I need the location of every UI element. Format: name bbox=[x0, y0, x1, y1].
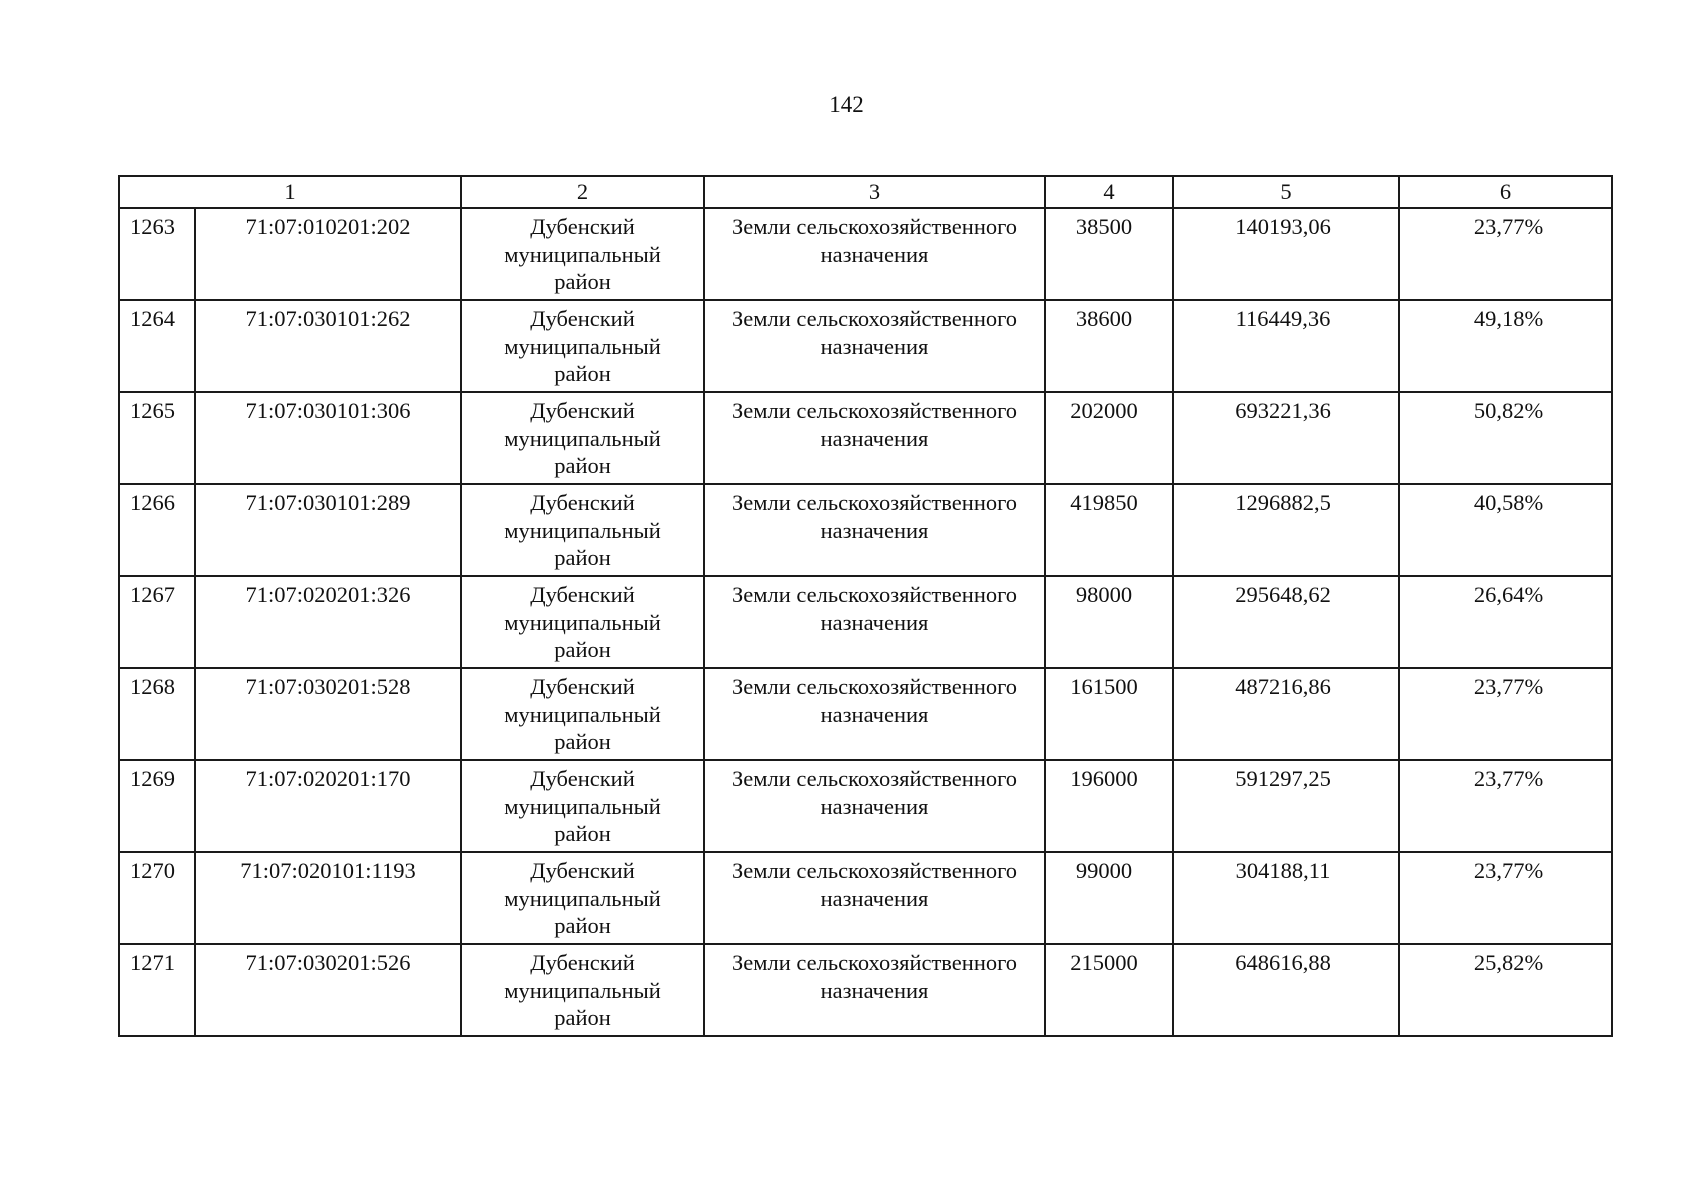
district-line: Дубенский bbox=[530, 858, 635, 883]
percent-cell bbox=[1399, 760, 1612, 852]
district-line: район bbox=[554, 913, 611, 938]
table-header bbox=[119, 176, 1612, 208]
cadastral-value-cell bbox=[1173, 300, 1399, 392]
cadastral-value: 140193,06 bbox=[1235, 214, 1331, 239]
land-category-line: назначения bbox=[820, 517, 929, 543]
table-row bbox=[119, 576, 1612, 668]
row-number: 1266 bbox=[130, 490, 175, 515]
area-cell bbox=[1045, 944, 1173, 1036]
area-value: 419850 bbox=[1070, 490, 1138, 515]
cadastral-number: 71:07:020201:326 bbox=[245, 582, 411, 607]
row-number-cell bbox=[119, 760, 195, 852]
row-number-cell bbox=[119, 208, 195, 300]
cadastral-value: 116449,36 bbox=[1235, 306, 1331, 331]
district-cell bbox=[461, 208, 704, 300]
land-category-line: назначения bbox=[820, 701, 929, 727]
area-value: 38500 bbox=[1075, 214, 1133, 239]
percent-value: 23,77% bbox=[1473, 214, 1544, 239]
district-line: муниципальный bbox=[504, 609, 661, 635]
land-category-cell bbox=[704, 944, 1045, 1036]
percent-cell bbox=[1399, 668, 1612, 760]
cadastral-value-cell bbox=[1173, 576, 1399, 668]
table-row bbox=[119, 300, 1612, 392]
area-value: 161500 bbox=[1070, 674, 1138, 699]
table-row bbox=[119, 484, 1612, 576]
district-line: Дубенский bbox=[530, 306, 635, 331]
column-header: 5 bbox=[1173, 176, 1399, 208]
area-value: 38600 bbox=[1075, 306, 1133, 331]
row-number: 1265 bbox=[130, 398, 175, 423]
cadastral-value: 693221,36 bbox=[1235, 398, 1331, 423]
area-value: 98000 bbox=[1075, 582, 1133, 607]
area-cell bbox=[1045, 576, 1173, 668]
row-number: 1269 bbox=[130, 766, 175, 791]
district-line: муниципальный bbox=[504, 885, 661, 911]
land-category-line: Земли сельскохозяйственного bbox=[731, 950, 1018, 975]
district-line: район bbox=[554, 729, 611, 754]
cadastral-value: 1296882,5 bbox=[1235, 490, 1331, 515]
cadastral-value-cell bbox=[1173, 392, 1399, 484]
table-row bbox=[119, 760, 1612, 852]
row-number-cell bbox=[119, 300, 195, 392]
cadastral-number: 71:07:030201:528 bbox=[245, 674, 411, 699]
area-cell bbox=[1045, 300, 1173, 392]
percent-cell bbox=[1399, 852, 1612, 944]
row-number-cell bbox=[119, 852, 195, 944]
cadastral-value: 648616,88 bbox=[1235, 950, 1331, 975]
land-category-cell bbox=[704, 852, 1045, 944]
row-number: 1267 bbox=[130, 582, 175, 607]
percent-value: 40,58% bbox=[1473, 490, 1544, 515]
land-category-line: назначения bbox=[820, 241, 929, 267]
land-category-line: назначения bbox=[820, 885, 929, 911]
district-line: муниципальный bbox=[504, 241, 661, 267]
district-line: муниципальный bbox=[504, 977, 661, 1003]
row-number-cell bbox=[119, 576, 195, 668]
district-cell bbox=[461, 484, 704, 576]
land-category-line: Земли сельскохозяйственного bbox=[731, 306, 1018, 331]
area-value: 196000 bbox=[1070, 766, 1138, 791]
row-number-cell bbox=[119, 484, 195, 576]
page-number: 142 bbox=[829, 92, 864, 117]
percent-cell bbox=[1399, 484, 1612, 576]
land-category-cell bbox=[704, 576, 1045, 668]
percent-value: 25,82% bbox=[1473, 950, 1544, 975]
cadastral-number: 71:07:030201:526 bbox=[245, 950, 411, 975]
cadastral-number-cell bbox=[195, 852, 461, 944]
district-cell bbox=[461, 576, 704, 668]
cadastral-number-cell bbox=[195, 944, 461, 1036]
column-header: 3 bbox=[704, 176, 1045, 208]
cadastral-number: 71:07:010201:202 bbox=[245, 214, 411, 239]
district-line: район bbox=[554, 269, 611, 294]
percent-cell bbox=[1399, 300, 1612, 392]
column-header: 1 bbox=[119, 176, 461, 208]
district-line: Дубенский bbox=[530, 398, 635, 423]
cadastral-value: 591297,25 bbox=[1235, 766, 1331, 791]
cadastral-value-cell bbox=[1173, 668, 1399, 760]
district-line: Дубенский bbox=[530, 214, 635, 239]
cadastral-number: 71:07:030101:289 bbox=[245, 490, 411, 515]
district-line: район bbox=[554, 637, 611, 662]
row-number: 1263 bbox=[130, 214, 175, 239]
district-cell bbox=[461, 944, 704, 1036]
land-category-line: назначения bbox=[820, 977, 929, 1003]
land-category-line: назначения bbox=[820, 609, 929, 635]
district-line: район bbox=[554, 453, 611, 478]
row-number-cell bbox=[119, 392, 195, 484]
area-cell bbox=[1045, 760, 1173, 852]
land-plots-table bbox=[118, 175, 1613, 1037]
district-line: муниципальный bbox=[504, 425, 661, 451]
area-cell bbox=[1045, 484, 1173, 576]
row-number: 1264 bbox=[130, 306, 175, 331]
district-line: муниципальный bbox=[504, 333, 661, 359]
cadastral-number-cell bbox=[195, 300, 461, 392]
row-number: 1270 bbox=[130, 858, 175, 883]
percent-cell bbox=[1399, 392, 1612, 484]
district-line: район bbox=[554, 545, 611, 570]
column-header: 6 bbox=[1399, 176, 1612, 208]
column-header: 2 bbox=[461, 176, 704, 208]
land-category-line: Земли сельскохозяйственного bbox=[731, 858, 1018, 883]
area-cell bbox=[1045, 392, 1173, 484]
percent-cell bbox=[1399, 208, 1612, 300]
percent-value: 23,77% bbox=[1473, 766, 1544, 791]
cadastral-value-cell bbox=[1173, 484, 1399, 576]
table-row bbox=[119, 392, 1612, 484]
percent-value: 50,82% bbox=[1473, 398, 1544, 423]
district-cell bbox=[461, 668, 704, 760]
area-value: 215000 bbox=[1070, 950, 1138, 975]
land-category-cell bbox=[704, 668, 1045, 760]
header-row bbox=[119, 176, 1612, 208]
cadastral-value: 304188,11 bbox=[1235, 858, 1331, 883]
table-row bbox=[119, 852, 1612, 944]
percent-cell bbox=[1399, 944, 1612, 1036]
district-line: муниципальный bbox=[504, 793, 661, 819]
table-row bbox=[119, 668, 1612, 760]
cadastral-number-cell bbox=[195, 484, 461, 576]
district-line: Дубенский bbox=[530, 490, 635, 515]
district-line: Дубенский bbox=[530, 582, 635, 607]
land-category-line: назначения bbox=[820, 793, 929, 819]
cadastral-number: 71:07:020101:1193 bbox=[240, 858, 416, 883]
column-header: 4 bbox=[1045, 176, 1173, 208]
district-line: Дубенский bbox=[530, 674, 635, 699]
land-category-line: назначения bbox=[820, 333, 929, 359]
area-cell bbox=[1045, 852, 1173, 944]
percent-value: 26,64% bbox=[1473, 582, 1544, 607]
land-category-line: Земли сельскохозяйственного bbox=[731, 766, 1018, 791]
cadastral-value-cell bbox=[1173, 208, 1399, 300]
area-value: 99000 bbox=[1075, 858, 1133, 883]
cadastral-number-cell bbox=[195, 760, 461, 852]
cadastral-number: 71:07:030101:306 bbox=[245, 398, 411, 423]
row-number-cell bbox=[119, 668, 195, 760]
percent-value: 23,77% bbox=[1473, 674, 1544, 699]
land-category-cell bbox=[704, 484, 1045, 576]
land-category-line: Земли сельскохозяйственного bbox=[731, 674, 1018, 699]
area-cell bbox=[1045, 668, 1173, 760]
district-line: муниципальный bbox=[504, 701, 661, 727]
row-number-cell bbox=[119, 944, 195, 1036]
table-row bbox=[119, 944, 1612, 1036]
cadastral-number-cell bbox=[195, 392, 461, 484]
percent-value: 49,18% bbox=[1473, 306, 1544, 331]
area-cell bbox=[1045, 208, 1173, 300]
row-number: 1268 bbox=[130, 674, 175, 699]
land-category-cell bbox=[704, 300, 1045, 392]
land-category-line: Земли сельскохозяйственного bbox=[731, 490, 1018, 515]
cadastral-value-cell bbox=[1173, 944, 1399, 1036]
land-category-cell bbox=[704, 208, 1045, 300]
land-category-cell bbox=[704, 392, 1045, 484]
district-cell bbox=[461, 300, 704, 392]
district-cell bbox=[461, 852, 704, 944]
land-category-line: Земли сельскохозяйственного bbox=[731, 398, 1018, 423]
row-number: 1271 bbox=[130, 950, 175, 975]
district-line: район bbox=[554, 361, 611, 386]
cadastral-value: 295648,62 bbox=[1235, 582, 1331, 607]
district-line: Дубенский bbox=[530, 766, 635, 791]
cadastral-value-cell bbox=[1173, 760, 1399, 852]
percent-value: 23,77% bbox=[1473, 858, 1544, 883]
percent-cell bbox=[1399, 576, 1612, 668]
cadastral-number: 71:07:020201:170 bbox=[245, 766, 411, 791]
cadastral-number-cell bbox=[195, 208, 461, 300]
district-line: район bbox=[554, 821, 611, 846]
cadastral-number-cell bbox=[195, 576, 461, 668]
land-category-cell bbox=[704, 760, 1045, 852]
district-line: район bbox=[554, 1005, 611, 1030]
district-cell bbox=[461, 760, 704, 852]
cadastral-number-cell bbox=[195, 668, 461, 760]
cadastral-value: 487216,86 bbox=[1235, 674, 1331, 699]
table-body bbox=[119, 208, 1612, 1036]
district-line: Дубенский bbox=[530, 950, 635, 975]
district-line: муниципальный bbox=[504, 517, 661, 543]
land-category-line: Земли сельскохозяйственного bbox=[731, 214, 1018, 239]
district-cell bbox=[461, 392, 704, 484]
area-value: 202000 bbox=[1070, 398, 1138, 423]
cadastral-number: 71:07:030101:262 bbox=[245, 306, 411, 331]
cadastral-value-cell bbox=[1173, 852, 1399, 944]
table-row bbox=[119, 208, 1612, 300]
land-category-line: Земли сельскохозяйственного bbox=[731, 582, 1018, 607]
land-category-line: назначения bbox=[820, 425, 929, 451]
